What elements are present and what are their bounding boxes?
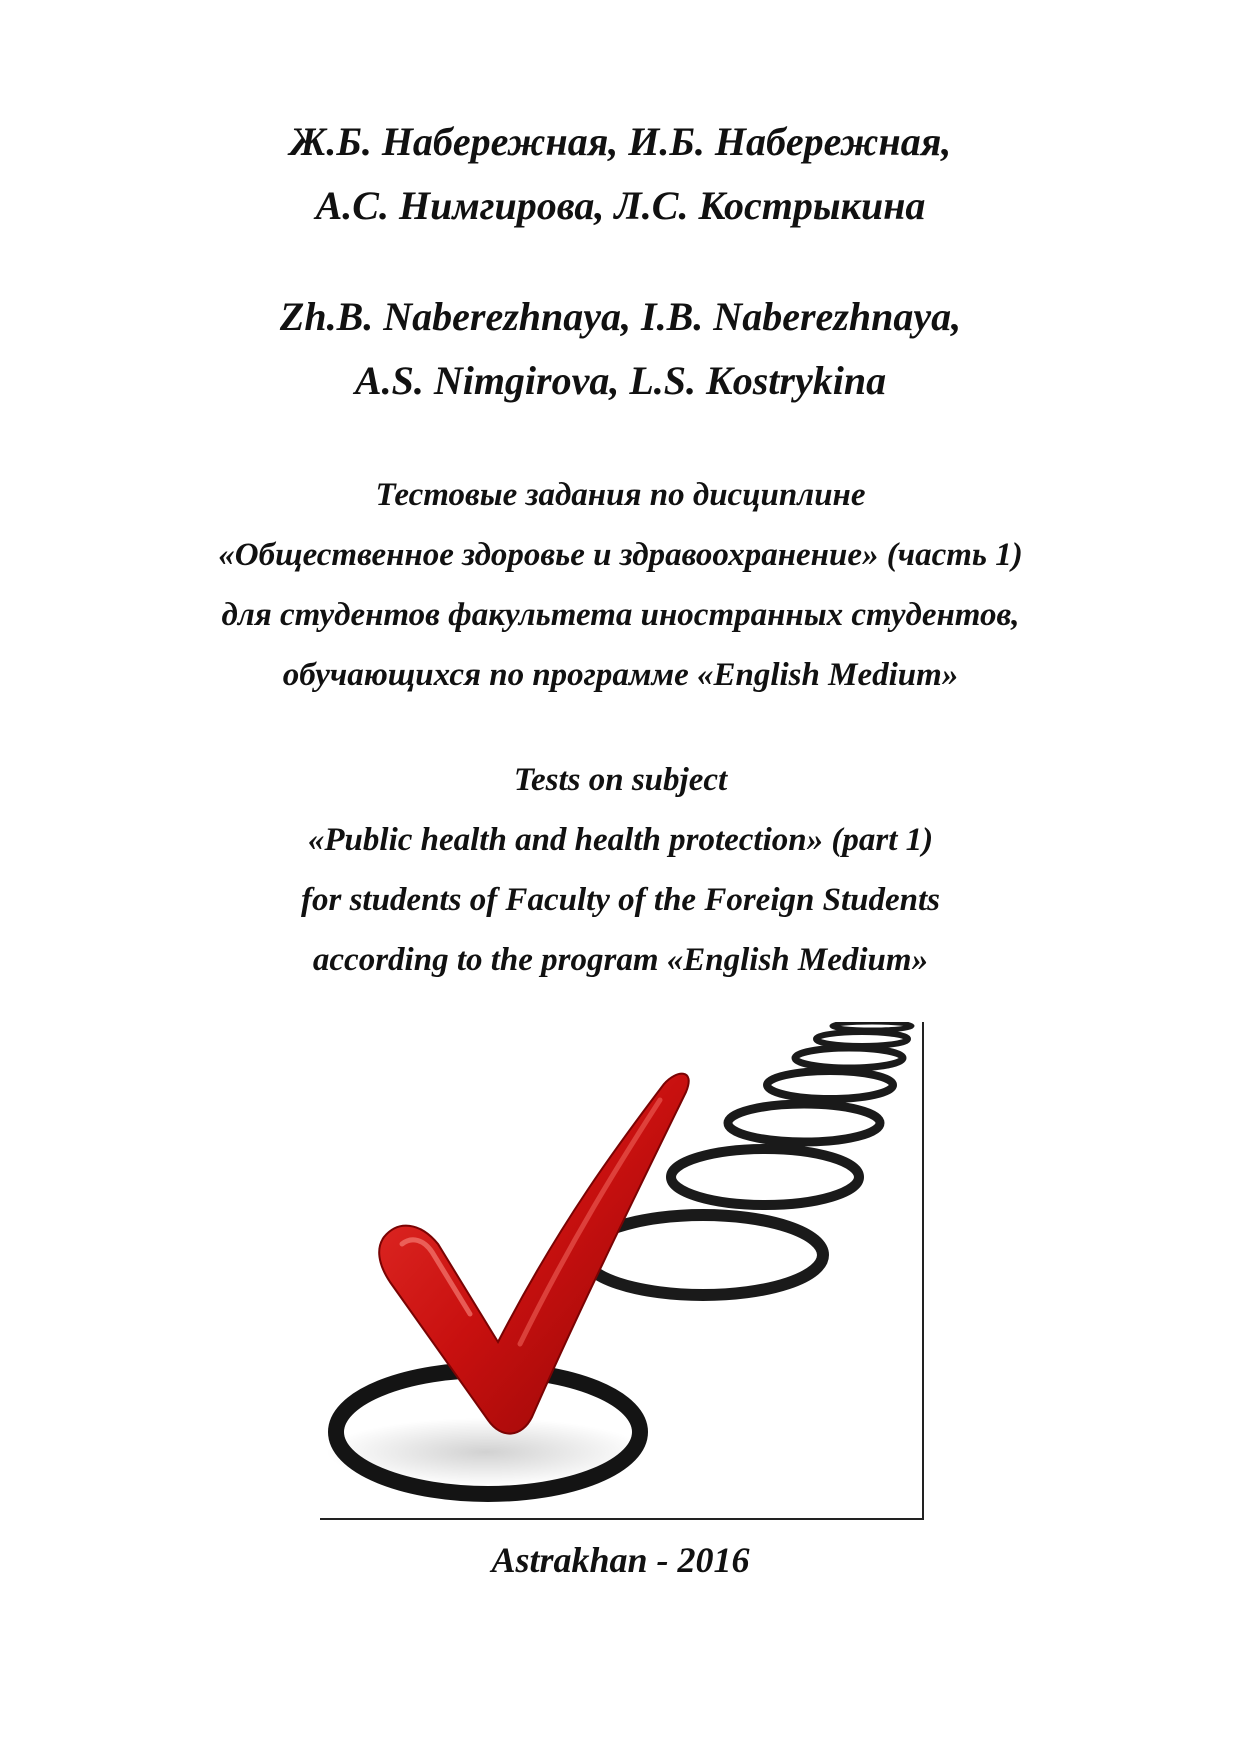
author-line: А.С. Нимгирова, Л.С. Кострыкина <box>315 183 926 228</box>
author-line: A.S. Nimgirova, L.S. Kostrykina <box>354 358 887 403</box>
title-line: для студентов факультета иностранных студентов, <box>221 597 1020 633</box>
title-line: «Public health and health protection» (part 1) <box>307 822 934 858</box>
title-line: for students of Faculty of the Foreign Students <box>300 882 940 918</box>
red-checkmark-over-rings-icon <box>320 1022 924 1520</box>
title-line: «Общественное здоровье и здравоохранение» (часть 1) <box>218 537 1023 573</box>
place-year <box>0 1535 1241 1585</box>
title-line: Tests on subject <box>513 762 728 798</box>
title-line: обучающихся по программе «English Medium» <box>282 657 959 693</box>
place-year-text: Astrakhan - 2016 <box>491 1540 750 1580</box>
authors-russian <box>0 110 1241 238</box>
authors-english <box>0 285 1241 413</box>
title-russian <box>0 465 1241 705</box>
title-line: Тестовые задания по дисциплине <box>375 477 866 513</box>
title-english <box>0 750 1241 990</box>
author-line: Ж.Б. Набережная, И.Б. Набережная, <box>289 119 952 164</box>
title-line: according to the program «English Medium» <box>312 942 929 978</box>
author-line: Zh.B. Naberezhnaya, I.B. Naberezhnaya, <box>279 294 962 339</box>
